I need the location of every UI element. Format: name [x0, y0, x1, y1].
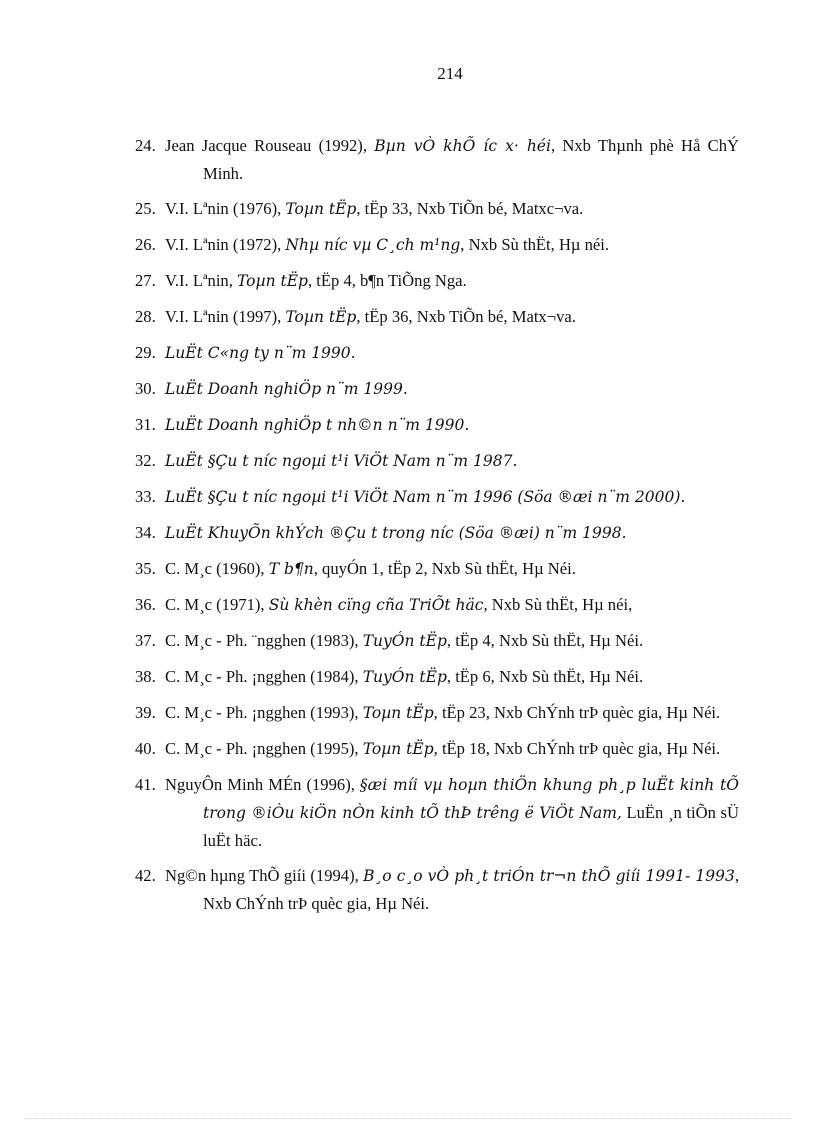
reference-title: Toµn tËp	[285, 200, 357, 218]
reference-number: 42.	[135, 866, 156, 885]
reference-publication: , Nxb Thµnh phè Hå ChÝ Minh.	[203, 136, 739, 183]
reference-author-year: C. M¸c (1971),	[165, 595, 269, 614]
reference-publication: LuËn ¸n tiÕn sÜ luËt häc.	[203, 803, 739, 850]
reference-number: 41.	[135, 775, 156, 794]
page-number: 214	[437, 64, 463, 83]
reference-number: 37.	[135, 631, 156, 650]
reference-item	[135, 699, 739, 727]
reference-title: Bµn vÒ khÕ íc x· héi	[374, 137, 551, 155]
reference-number: 27.	[135, 271, 156, 290]
reference-title: Sù khèn cïng cña TriÕt häc	[268, 596, 484, 614]
bottom-divider	[24, 1118, 792, 1119]
reference-author-year: C. M¸c - Ph. ¡ngghen (1984),	[165, 667, 363, 686]
reference-publication: , tËp 33, Nxb TiÕn bé, Matxc¬va.	[356, 199, 584, 218]
reference-number: 40.	[135, 739, 156, 758]
reference-number: 26.	[135, 235, 156, 254]
reference-item	[135, 267, 739, 295]
reference-item	[135, 339, 739, 367]
reference-publication: , tËp 4, Nxb Sù thËt, Hµ Néi.	[446, 631, 644, 650]
reference-number: 33.	[135, 487, 156, 506]
reference-item	[135, 771, 739, 854]
reference-author-year: Ng©n hµng ThÕ giíi (1994),	[165, 866, 364, 885]
reference-title: Toµn tËp	[362, 740, 434, 758]
reference-title: T b¶n	[268, 560, 314, 578]
reference-number: 25.	[135, 199, 156, 218]
reference-number: 38.	[135, 667, 156, 686]
reference-author-year: V.I. Lªnin (1976),	[165, 199, 286, 218]
reference-author-year: C. M¸c - Ph. ¡ngghen (1993),	[165, 703, 363, 722]
reference-title: LuËt §Çu t níc ngoµi t¹i ViÖt Nam n¨m 1996 (Söa ®æi n¨m 2000).	[165, 488, 686, 506]
reference-number: 39.	[135, 703, 156, 722]
reference-number: 24.	[135, 136, 156, 155]
reference-author-year: C. M¸c (1960),	[165, 559, 269, 578]
reference-number: 31.	[135, 415, 156, 434]
reference-author-year: V.I. Lªnin,	[165, 271, 238, 290]
reference-number: 34.	[135, 523, 156, 542]
reference-item	[135, 375, 739, 403]
reference-title: Nhµ níc vµ C¸ch m¹ng	[285, 236, 461, 254]
reference-title: Toµn tËp	[237, 272, 308, 290]
reference-title: B¸o c¸o vÒ ph¸t triÓn tr¬n thÕ giíi 1991- 1993	[363, 867, 735, 885]
reference-title: Toµn tËp	[285, 308, 357, 326]
reference-author-year: Jean Jacque Rouseau (1992),	[165, 136, 375, 155]
reference-title: TuyÓn tËp	[362, 668, 447, 686]
reference-title: LuËt KhuyÕn khÝch ®Çu t trong níc (Söa ®æi) n¨m 1998.	[165, 524, 627, 542]
reference-number: 29.	[135, 343, 156, 362]
reference-title: LuËt Doanh nghiÖp n¨m 1999.	[165, 380, 408, 398]
reference-item	[135, 483, 739, 511]
reference-publication: , tËp 18, Nxb ChÝnh trÞ quèc gia, Hµ Néi.	[433, 739, 721, 758]
reference-item	[135, 132, 739, 187]
reference-title: LuËt Doanh nghiÖp t nh©n n¨m 1990.	[165, 416, 470, 434]
reference-item	[135, 663, 739, 691]
reference-item	[135, 735, 739, 763]
reference-author-year: NguyÔn Minh MÉn (1996),	[165, 775, 360, 794]
reference-number: 28.	[135, 307, 156, 326]
reference-item	[135, 447, 739, 475]
reference-number: 32.	[135, 451, 156, 470]
reference-item	[135, 862, 739, 917]
reference-title: LuËt C«ng ty n¨m 1990.	[165, 344, 356, 362]
reference-publication: , tËp 36, Nxb TiÕn bé, Matx¬va.	[356, 307, 576, 326]
reference-title: §æi míi vµ hoµn thiÖn khung ph¸p luËt kinh tÕ trong ®iÒu kiÖn nÒn kinh tÕ thÞ trêng ë ViÖt Nam,	[203, 776, 739, 822]
reference-title: TuyÓn tËp	[362, 632, 447, 650]
reference-publication: , Nxb Sù thËt, Hµ néi.	[460, 235, 610, 254]
reference-number: 35.	[135, 559, 156, 578]
reference-author-year: V.I. Lªnin (1972),	[165, 235, 286, 254]
reference-author-year: V.I. Lªnin (1997),	[165, 307, 286, 326]
reference-item	[135, 627, 739, 655]
reference-publication: , tËp 23, Nxb ChÝnh trÞ quèc gia, Hµ Néi.	[433, 703, 721, 722]
reference-item	[135, 231, 739, 259]
reference-list	[135, 132, 739, 925]
reference-item	[135, 411, 739, 439]
reference-author-year: C. M¸c - Ph. ¨ngghen (1983),	[165, 631, 363, 650]
reference-publication: , tËp 6, Nxb Sù thËt, Hµ Néi.	[446, 667, 644, 686]
reference-publication: , tËp 4, b¶n TiÕng Nga.	[307, 271, 467, 290]
reference-item	[135, 591, 739, 619]
reference-item	[135, 555, 739, 583]
reference-publication: , Nxb Sù thËt, Hµ néi,	[483, 595, 633, 614]
reference-title: Toµn tËp	[362, 704, 434, 722]
reference-number: 36.	[135, 595, 156, 614]
reference-item	[135, 519, 739, 547]
reference-item	[135, 303, 739, 331]
reference-publication: , Nxb ChÝnh trÞ quèc gia, Hµ Néi.	[203, 866, 739, 913]
reference-number: 30.	[135, 379, 156, 398]
reference-item	[135, 195, 739, 223]
reference-title: LuËt §Çu t níc ngoµi t¹i ViÖt Nam n¨m 1987.	[165, 452, 518, 470]
reference-publication: , quyÓn 1, tËp 2, Nxb Sù thËt, Hµ Néi.	[313, 559, 576, 578]
reference-author-year: C. M¸c - Ph. ¡ngghen (1995),	[165, 739, 363, 758]
